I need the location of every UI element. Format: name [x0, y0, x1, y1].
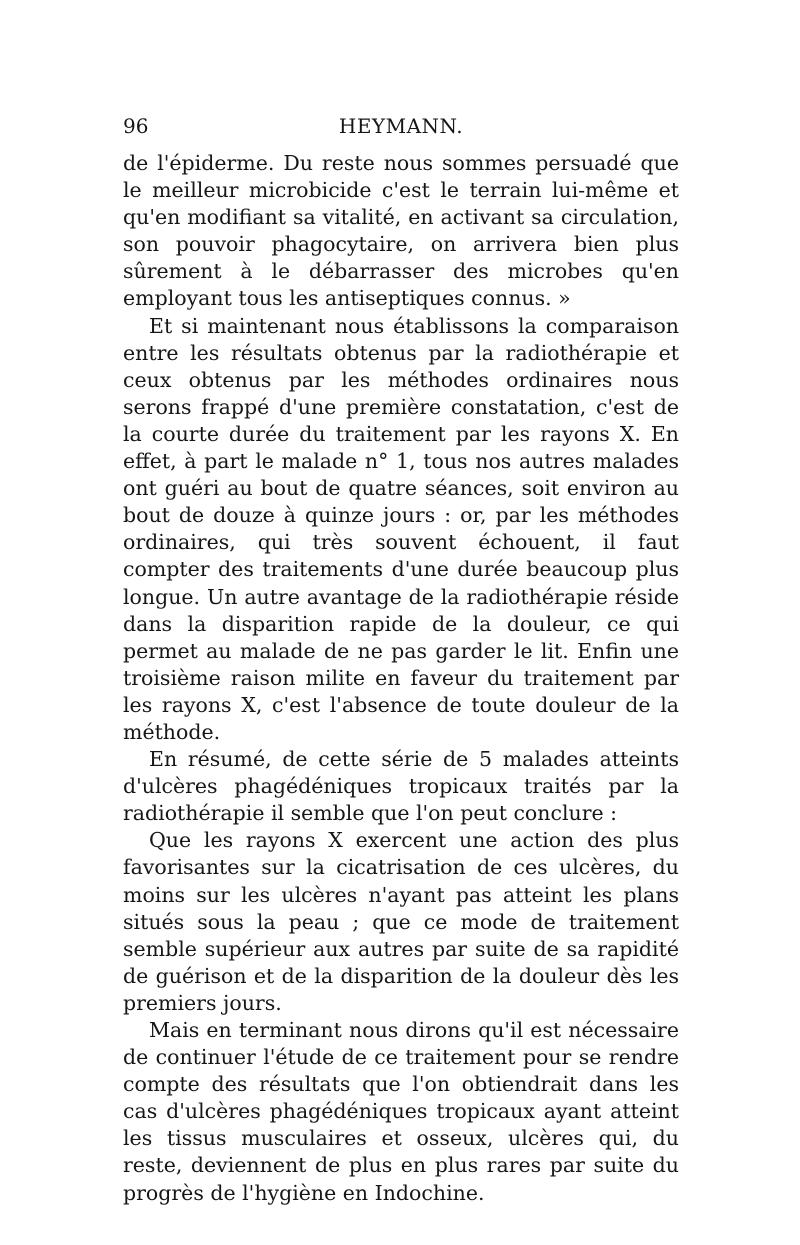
paragraph-conclusion: Que les rayons X exercent une action des plus favorisantes sur la cicatrisation de ces ulcères, du moins sur les ulcères n'ayant pas atteint les plans situés sous la peau ; que ce mode de traitement semble supérieur aux autres par suite de sa rapidité de guérison et de la disparition de la douleur dès les premiers jours. — [123, 828, 679, 1015]
page-header — [123, 114, 679, 144]
page-number: 96 — [123, 114, 149, 138]
paragraph-closing: Mais en terminant nous dirons qu'il est nécessaire de continuer l'étude de ce traitement pour se rendre compte des résultats que l'on obtiendrait dans les cas d'ulcères phagédéniques tropicaux ayant atteint les tissus musculaires et osseux, ulcères qui, du reste, deviennent de plus en plus rares par suite du progrès de l'hygiène en Indochine. — [123, 1018, 679, 1205]
paragraph-continuation: de l'épiderme. Du reste nous sommes persuadé que le meilleur microbicide c'est le terrain lui-même et qu'en modifiant sa vitalité, en activant sa circulation, son pouvoir phagocytaire, on arrivera bien plus sûrement à le débarrasser des microbes qu'en employant tous les antiseptiques connus. » — [123, 151, 679, 311]
paragraph-summary: En résumé, de cette série de 5 malades atteints d'ulcères phagédéniques tropicaux traités par la radiothérapie il semble que l'on peut conclure : — [123, 747, 679, 826]
running-head: HEYMANN. — [338, 114, 464, 138]
paragraph-comparison: Et si maintenant nous établissons la comparaison entre les résultats obtenus par la radiothérapie et ceux obtenus par les méthodes ordinaires nous serons frappé d'une première constatation, c'est de la courte durée du traitement par les rayons X. En effet, à part le malade n° 1, tous nos autres malades ont guéri au bout de quatre séances, soit environ au bout de douze à quinze jours : or, par les méthodes ordinaires, qui très souvent échouent, il faut compter des traitements d'une durée beaucoup plus longue. Un autre avantage de la radiothérapie réside dans la disparition rapide de la douleur, ce qui permet au malade de ne pas garder le lit. Enfin une troisième raison milite en faveur du traitement par les rayons X, c'est l'absence de toute douleur de la méthode. — [123, 313, 679, 744]
body-text — [123, 150, 679, 1207]
